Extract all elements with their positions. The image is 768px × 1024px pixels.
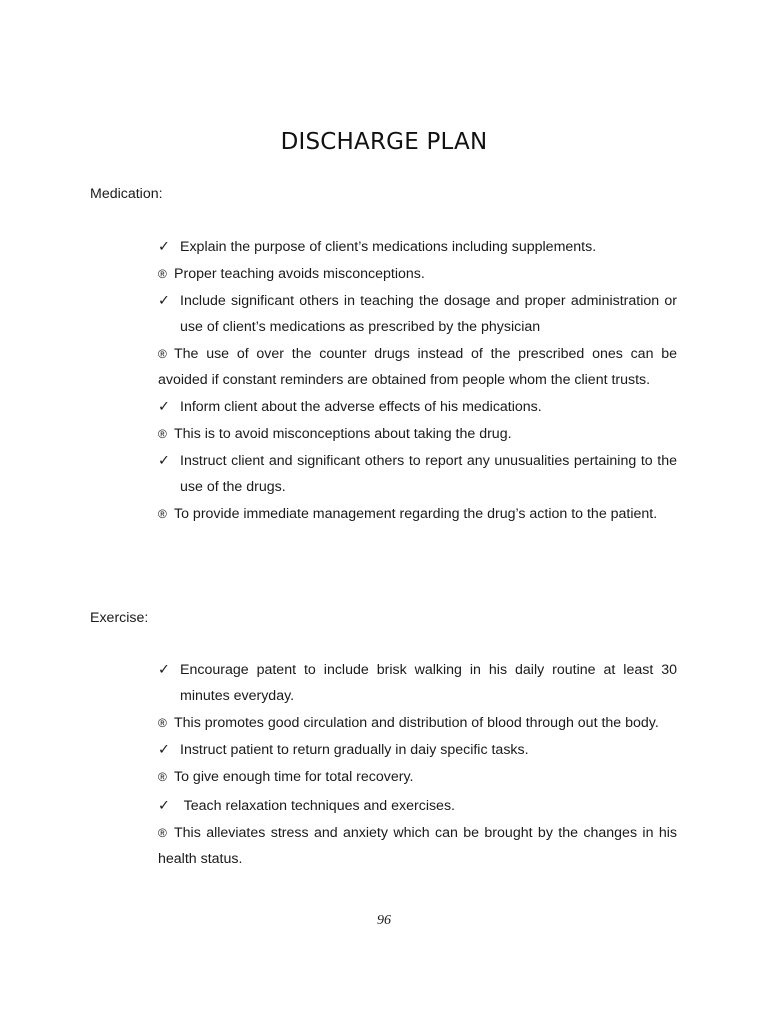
item-text: Include significant others in teaching the dosage and proper administration or use of client’s medications as prescribed by the physician bbox=[180, 293, 677, 335]
checkmark-icon: ✓ bbox=[158, 742, 170, 758]
list-item bbox=[158, 710, 677, 736]
registered-symbol-icon: ® bbox=[158, 507, 167, 521]
section-label-exercise: Exercise: bbox=[90, 610, 149, 626]
list-item bbox=[158, 657, 677, 709]
item-text: Instruct client and significant others to report any unusualities pertaining to the use of the drugs. bbox=[180, 453, 677, 495]
item-text: This is to avoid misconceptions about taking the drug. bbox=[174, 426, 512, 442]
medication-list bbox=[158, 234, 677, 528]
item-text: Instruct patient to return gradually in daiy specific tasks. bbox=[180, 742, 529, 758]
item-text: Encourage patent to include brisk walking in his daily routine at least 30 minutes everyday. bbox=[180, 662, 677, 704]
list-item bbox=[158, 448, 677, 500]
checkmark-icon: ✓ bbox=[158, 293, 170, 309]
section-label-medication: Medication: bbox=[90, 186, 163, 202]
exercise-list bbox=[158, 657, 677, 873]
checkmark-icon: ✓ bbox=[158, 399, 170, 415]
item-text: Proper teaching avoids misconceptions. bbox=[174, 266, 425, 282]
list-item bbox=[158, 341, 677, 393]
registered-symbol-icon: ® bbox=[158, 427, 167, 441]
list-item bbox=[158, 820, 677, 872]
page-title: DISCHARGE PLAN bbox=[280, 129, 488, 156]
list-item bbox=[158, 764, 677, 790]
item-text: To give enough time for total recovery. bbox=[174, 769, 414, 785]
list-item bbox=[158, 288, 677, 340]
checkmark-icon: ✓ bbox=[158, 662, 170, 678]
list-item bbox=[158, 793, 677, 819]
registered-symbol-icon: ® bbox=[158, 267, 167, 281]
list-item bbox=[158, 261, 677, 287]
item-text: Inform client about the adverse effects of his medications. bbox=[180, 399, 542, 415]
item-text: To provide immediate management regarding the drug’s action to the patient. bbox=[174, 506, 658, 522]
item-text: The use of over the counter drugs instead of the prescribed ones can be avoided if constant reminders are obtained from people whom the client trusts. bbox=[158, 346, 677, 388]
page-number: 96 bbox=[377, 913, 391, 928]
list-item bbox=[158, 234, 677, 260]
list-item bbox=[158, 394, 677, 420]
list-item bbox=[158, 501, 677, 527]
list-item bbox=[158, 421, 677, 447]
item-text: Teach relaxation techniques and exercises. bbox=[180, 798, 455, 814]
item-text: This alleviates stress and anxiety which can be brought by the changes in his health status. bbox=[158, 825, 677, 867]
item-text: This promotes good circulation and distribution of blood through out the body. bbox=[174, 715, 659, 731]
registered-symbol-icon: ® bbox=[158, 826, 167, 840]
checkmark-icon: ✓ bbox=[158, 239, 170, 255]
list-item bbox=[158, 737, 677, 763]
registered-symbol-icon: ® bbox=[158, 347, 167, 361]
registered-symbol-icon: ® bbox=[158, 770, 167, 784]
checkmark-icon: ✓ bbox=[158, 453, 170, 469]
item-text: Explain the purpose of client’s medications including supplements. bbox=[180, 239, 597, 255]
checkmark-icon: ✓ bbox=[158, 798, 170, 814]
registered-symbol-icon: ® bbox=[158, 716, 167, 730]
